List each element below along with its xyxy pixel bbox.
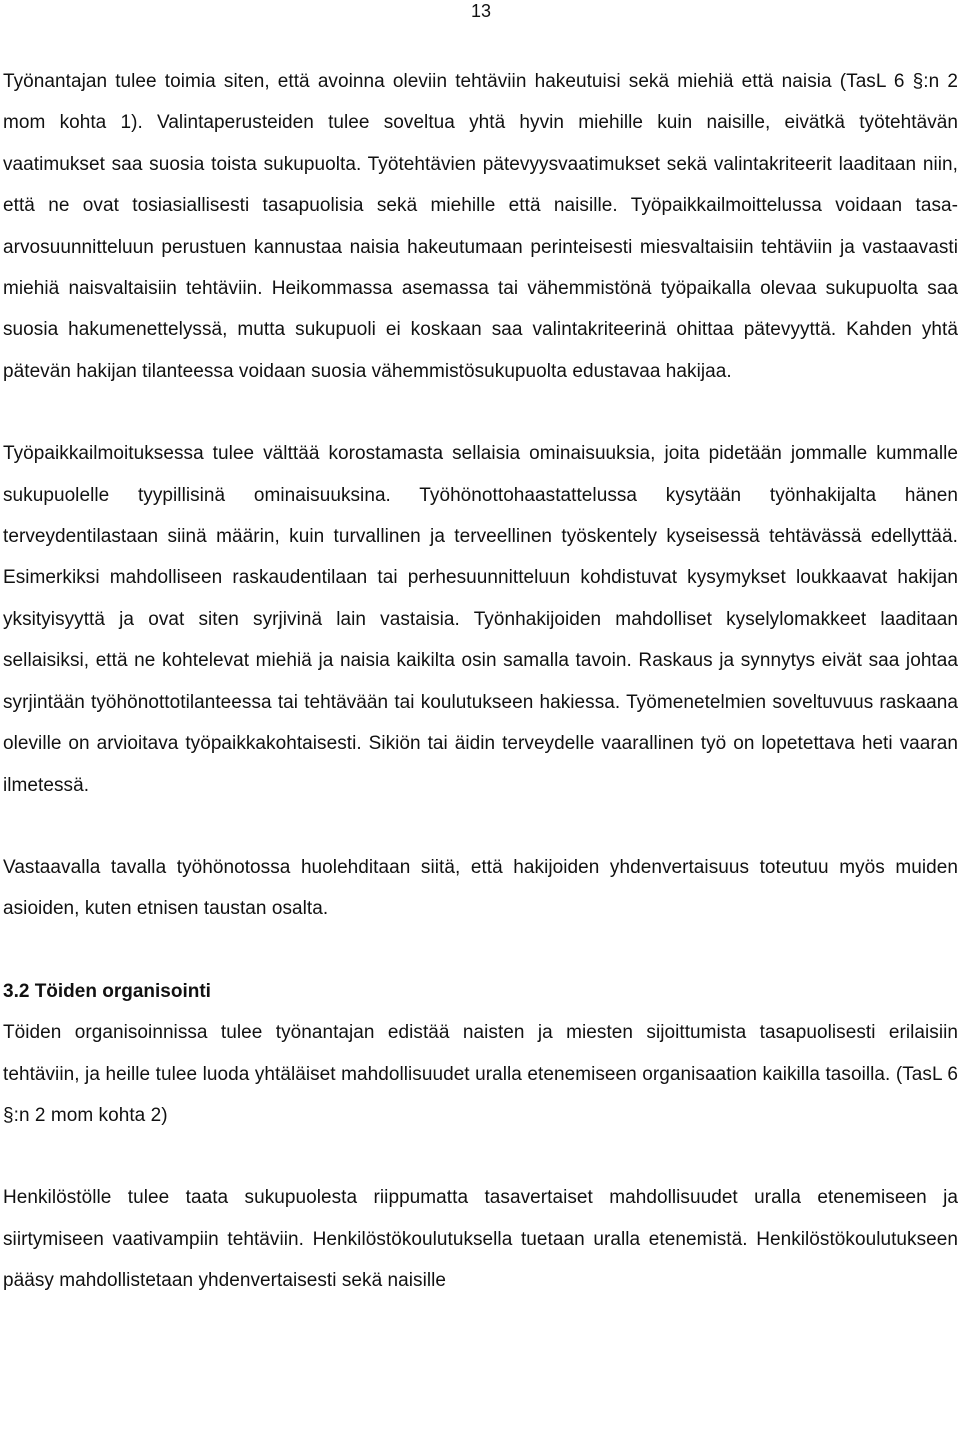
page-number: 13 — [470, 1, 492, 21]
paragraph-spacer — [3, 930, 958, 971]
paragraph-spacer — [3, 1136, 958, 1177]
paragraph-spacer — [3, 392, 958, 433]
paragraph-equal-treatment: Vastaavalla tavalla työhönotossa huolehditaan siitä, että hakijoiden yhdenvertaisuus toteutuu myös muiden asioiden, kuten etnisen taustan osalta. — [3, 856, 958, 920]
paragraph-recruitment-equality: Työnantajan tulee toimia siten, että avoinna oleviin tehtäviin hakeutuisi sekä miehiä että naisia (TasL 6 §:n 2 mom kohta 1). Valintaperusteiden tulee soveltua yhtä hyvin miehille kuin naisille, eivätkä työtehtävän vaatimukset saa suosia toista sukupuolta. Työtehtävien pätevyysvaatimukset sekä valintakriteerit laaditaan niin, että ne ovat tosiasiallisesti tasapuolisia sekä miehille että naisille. Työpaikkailmoittelussa voidaan tasa-arvosuunnitteluun perustuen kannustaa naisia hakeutumaan perinteisesti miesvaltaisiin tehtäviin ja vastaavasti miehiä naisvaltaisiin tehtäviin. Heikommassa asemassa tai vähemmistönä työpaikalla olevaa sukupuolta saa suosia hakumenettelyssä, mutta sukupuoli ei koskaan saa valintakriteerinä ohittaa pätevyyttä. Kahden yhtä pätevän hakijan tilanteessa voidaan suosia vähemmistösukupuolta edustavaa hakijaa. — [3, 71, 958, 382]
document-body — [3, 61, 958, 1302]
paragraph-staff-training: Henkilöstölle tulee taata sukupuolesta riippumatta tasavertaiset mahdollisuudet uralla etenemiseen ja siirtymiseen vaativampiin tehtäviin. Henkilöstökoulutuksella tuetaan uralla etenemistä. Henkilöstökoulutukseen pääsy mahdollistetaan yhdenvertaisesti sekä naisille — [3, 1187, 958, 1292]
paragraph-job-advertisement: Työpaikkailmoituksessa tulee välttää korostamasta sellaisia ominaisuuksia, joita pidetään jommalle kummalle sukupuolelle tyypillisinä ominaisuuksina. Työhönottohaastattelussa kysytään työnhakijalta hänen terveydentilastaan siinä määrin, kuin turvallinen ja terveellinen työskentely kyseisessä tehtävässä edellyttää. Esimerkiksi mahdolliseen raskaudentilaan tai perhesuunnitteluun kohdistuvat kysymykset loukkaavat hakijan yksityisyyttä ja ovat siten syrjivinä lain vastaisia. Työnhakijoiden mahdolliset kyselylomakkeet laaditaan sellaisiksi, että ne kohtelevat miehiä ja naisia kaikilta osin samalla tavoin. Raskaus ja synnytys eivät saa johtaa syrjintään työhönottotilanteessa tai tehtävään tai koulutukseen hakiessa. Työmenetelmien soveltuvuus raskaana oleville on arvioitava työpaikkakohtaisesti. Sikiön tai äidin terveydelle vaarallinen työ on lopetettava heti vaaran ilmetessä. — [3, 443, 958, 796]
paragraph-spacer — [3, 806, 958, 847]
section-heading: 3.2 Töiden organisointi — [3, 980, 211, 1002]
paragraph-work-organisation: Töiden organisoinnissa tulee työnantajan edistää naisten ja miesten sijoittumista tasapuolisesti erilaisiin tehtäviin, ja heille tulee luoda yhtäläiset mahdollisuudet uralla etenemiseen organisaation kaikilla tasoilla. (TasL 6 §:n 2 mom kohta 2) — [3, 1022, 958, 1126]
